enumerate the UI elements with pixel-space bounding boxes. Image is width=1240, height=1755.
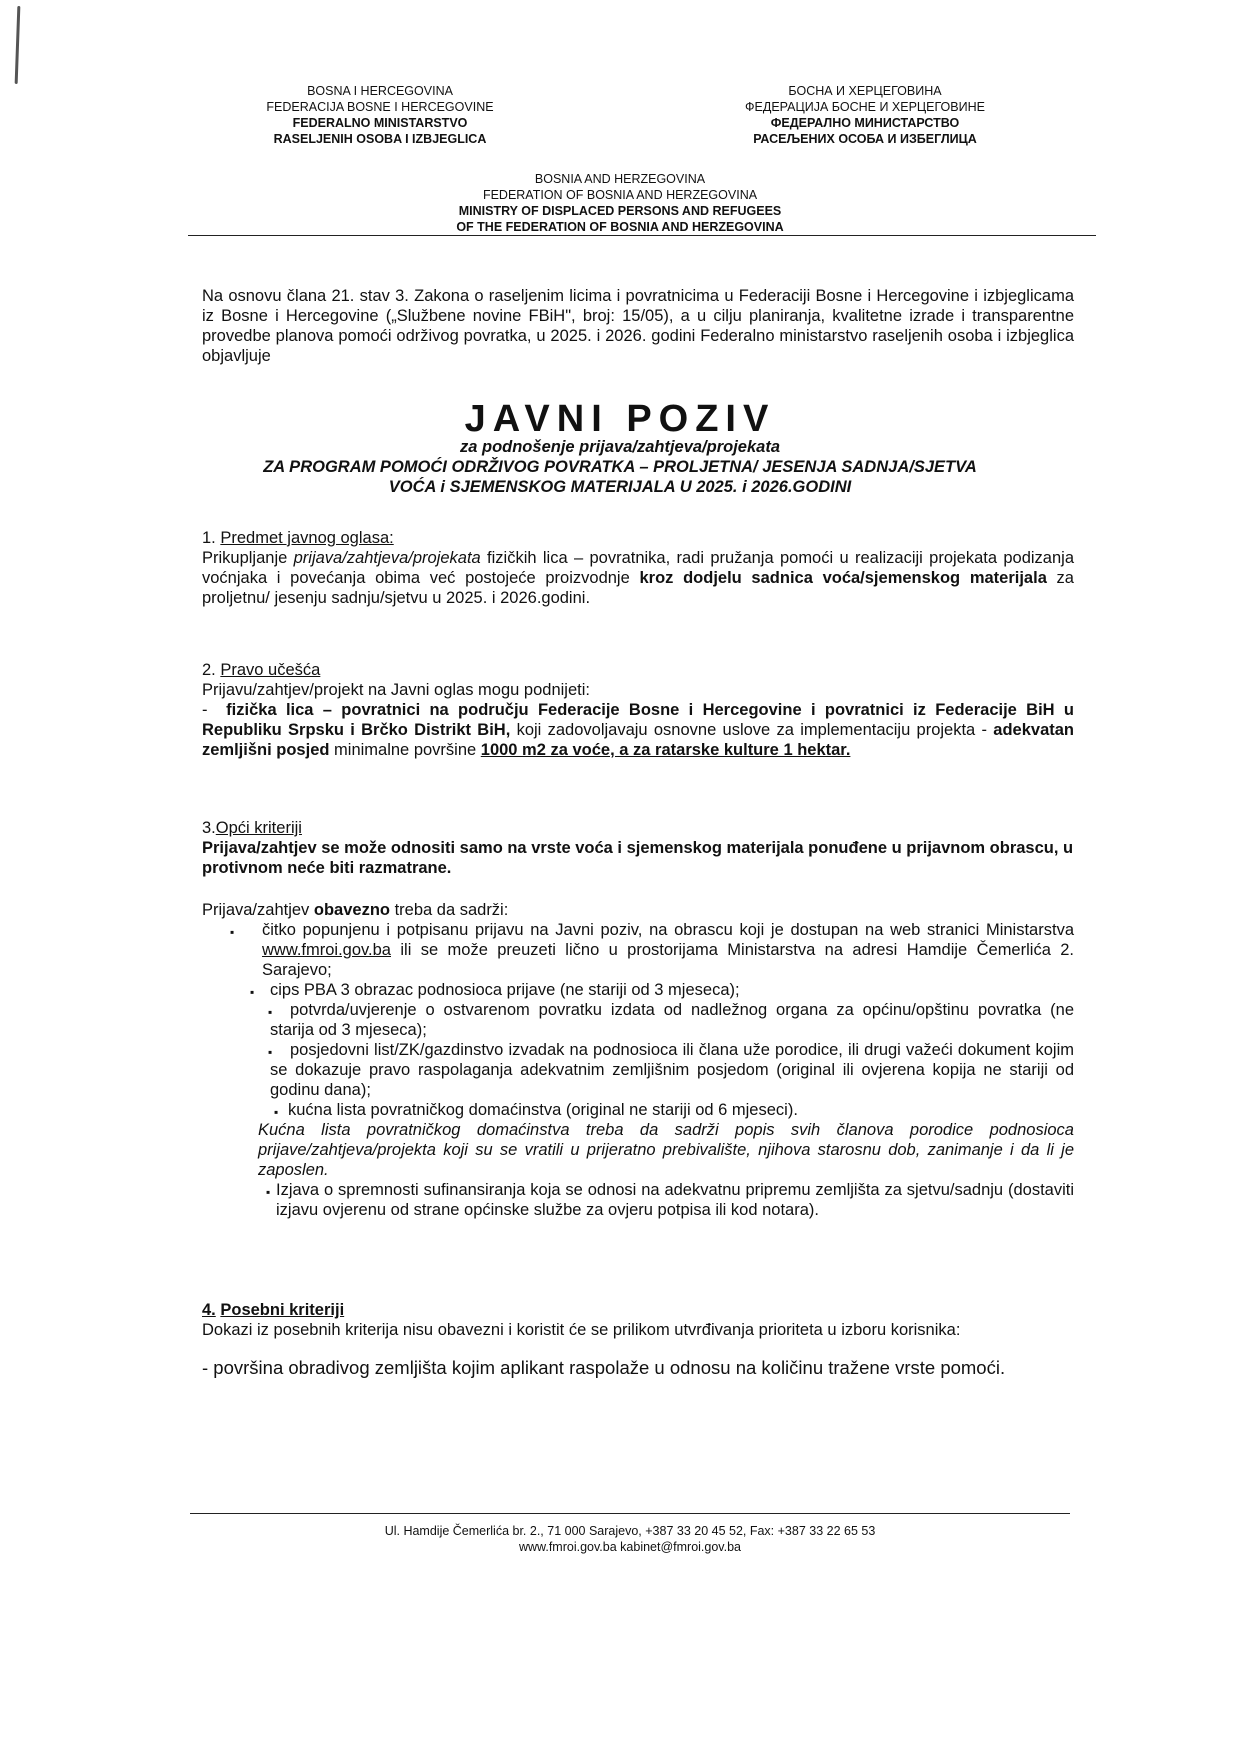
section-2 <box>202 660 1074 760</box>
section-title: Predmet javnog oglasa: <box>220 529 394 547</box>
text-run: obavezno <box>313 901 390 919</box>
header-line: РАСЕЉЕНИХ ОСОБА И ИЗБЕГЛИЦА <box>753 132 977 146</box>
subtitle-line: VOĆA i SJEMENSKOG MATERIJALA U 2025. i 2026.GODINI <box>388 478 852 496</box>
section-title: Posebni kriteriji <box>220 1301 345 1319</box>
section-number: 1. <box>202 529 216 547</box>
household-list-note: Kućna lista povratničkog domaćinstva treba da sadrži popis svih članova porodice podnosioca prijave/zahtjeva/projekta koji su se vratili u prijeratno prebivalište, njihova starosnu dob, zanimanje i da li je zaposlen. <box>258 1121 1074 1179</box>
header-line: ФЕДЕРАЛНО МИНИСТАРСТВО <box>770 116 960 130</box>
text-run: Izjava o spremnosti sufinansiranja koja se odnosi na adekvatnu pripremu zemljišta za sjetvu/sadnju (dostaviti izjavu ovjerenu od strane općinske službe za ovjeru potpisa ili kod notara). <box>276 1181 1074 1219</box>
dash-marker: - <box>202 701 208 719</box>
handwritten-margin-mark <box>15 6 21 84</box>
section-4-item: - površina obradivog zemljišta kojim aplikant raspolaže u odnosu na količinu tražene vrste pomoći. <box>202 1357 1006 1378</box>
text-run: minimalne površine <box>329 741 481 759</box>
list-item <box>202 1180 1074 1220</box>
text-run: čitko popunjenu i potpisanu prijavu na Javni poziv, na obrascu koji je dostupan na web stranici Ministarstva <box>262 921 1074 939</box>
header-line: BOSNA I HERCEGOVINA <box>307 84 453 98</box>
header-line: ФЕДЕРАЦИЈА БОСНЕ И ХЕРЦЕГОВИНЕ <box>745 100 985 114</box>
text-run: kroz dodjelu sadnica voća/sjemenskog materijala <box>639 569 1047 587</box>
footer-divider <box>190 1513 1070 1514</box>
bullet-icon: ▪ <box>268 1005 273 1019</box>
text-run: 1000 m2 za voće, a za ratarske kulture 1 hektar. <box>480 741 851 759</box>
section-1 <box>202 528 1074 608</box>
list-item <box>202 1100 1074 1120</box>
header-line: RASELJENIH OSOBA I IZBJEGLICA <box>273 132 487 146</box>
section-4-heading <box>202 1300 1074 1320</box>
header-line: FEDERACIJA BOSNE I HERCEGOVINE <box>266 100 494 114</box>
bullet-icon: ▪ <box>250 985 255 999</box>
section-2-intro: Prijavu/zahtjev/projekt na Javni oglas mogu podnijeti: <box>202 681 590 699</box>
section-number: 2. <box>202 661 216 679</box>
header-line: FEDERALNO MINISTARSTVO <box>292 116 468 130</box>
section-4 <box>202 1300 1074 1380</box>
text-run: posjedovni list/ZK/gazdinstvo izvadak na podnosioca ili člana uže porodice, ili drugi važeći dokument kojim se dokazuje pravo raspolaganja adekvatnim zemljišnim posjedom (original ili ovjerena kopija ne stariji od godinu dana); <box>270 1041 1074 1099</box>
text-run: Prijava/zahtjev <box>202 901 314 919</box>
website-link[interactable]: www.fmroi.gov.ba <box>262 941 391 959</box>
section-1-heading <box>202 528 1074 548</box>
header-english <box>390 171 850 235</box>
section-3 <box>202 818 1074 1220</box>
section-2-text <box>202 700 1074 760</box>
section-3-heading <box>202 818 1074 838</box>
header-bosnian <box>230 83 530 147</box>
text-run: fizičkih lica – povratnika, radi pružanja pomoći u realizaciji projekata podizanja voćnjaka i povećanja obima već postojeće proizvodnje <box>202 549 1074 587</box>
requirements-list-extra <box>202 1180 1074 1220</box>
list-item <box>202 1000 1074 1040</box>
section-number: 4. <box>202 1301 216 1319</box>
text-run: treba da sadrži: <box>390 901 509 919</box>
bullet-icon: ▪ <box>230 925 235 939</box>
section-4-text: Dokazi iz posebnih kriterija nisu obavezni i koristit će se prilikom utvrđivanja prioriteta u izboru korisnika: <box>202 1321 961 1339</box>
text-run: kućna lista povratničkog domaćinstva (original ne stariji od 6 mjeseci). <box>288 1101 798 1119</box>
bullet-icon: ▪ <box>268 1045 273 1059</box>
text-run: za proljetnu/ jesenju sadnju/sjetvu u 2025. i 2026.godini. <box>202 569 1074 607</box>
footer <box>190 1523 1070 1555</box>
header-line: MINISTRY OF DISPLACED PERSONS AND REFUGEES <box>458 204 782 218</box>
page-title: JAVNI POZIV <box>464 398 776 440</box>
section-number: 3. <box>202 819 216 837</box>
list-item <box>184 980 1074 1000</box>
section-2-heading <box>202 660 1074 680</box>
intro-paragraph <box>202 286 1074 366</box>
subtitle-line: ZA PROGRAM POMOĆI ODRŽIVOG POVRATKA – PROLJETNA/ JESENJA SADNJA/SJETVA <box>263 458 977 476</box>
footer-contacts: www.fmroi.gov.ba kabinet@fmroi.gov.ba <box>518 1540 742 1554</box>
list-item <box>188 920 1074 980</box>
section-title: Pravo učešća <box>220 661 321 679</box>
bullet-icon: ▪ <box>274 1105 279 1119</box>
section-3-must <box>202 900 1074 920</box>
footer-address: Ul. Hamdije Čemerlića br. 2., 71 000 Sarajevo, +387 33 20 45 52, Fax: +387 33 22 65 53 <box>384 1524 876 1538</box>
header-line: BOSNIA AND HERZEGOVINA <box>534 172 706 186</box>
section-3-bold-text: Prijava/zahtjev se može odnositi samo na vrste voća i sjemenskog materijala ponuđene u prijavnom obrascu, u protivnom neće biti razmatrane. <box>202 839 1074 877</box>
text-run: koji zadovoljavaju osnovne uslove za implementaciju projekta - <box>510 721 994 739</box>
text-run: adekvatan zemljišni posjed <box>202 721 1075 759</box>
intro-text: Na osnovu člana 21. stav 3. Zakona o raseljenim licima i povratnicima u Federaciji Bosne i Hercegovine i izbjeglicama iz Bosne i Hercegovine („Službene novine FBiH", broj: 15/05), a u cilju planiranja, kvalitetne izrade i transparentne provedbe planova pomoći održivog povratka, u 2025. i 2026. godini Federalno ministarstvo raseljenih osoba i izbjeglica objavljuje <box>202 287 1074 365</box>
header-line: OF THE FEDERATION OF BOSNIA AND HERZEGOVINA <box>456 220 784 234</box>
text-run: prijava/zahtjeva/projekata <box>293 549 481 567</box>
section-title: Opći kriteriji <box>215 819 302 837</box>
header-line: FEDERATION OF BOSNIA AND HERZEGOVINA <box>482 188 758 202</box>
list-item <box>202 1040 1074 1100</box>
requirements-list <box>202 920 1074 1120</box>
text-run: cips PBA 3 obrazac podnosioca prijave (ne stariji od 3 mjeseca); <box>270 981 740 999</box>
section-1-text <box>202 548 1074 608</box>
header-divider <box>188 235 1096 236</box>
bullet-icon: ▪ <box>266 1185 271 1199</box>
subtitle <box>190 437 1050 497</box>
text-run: fizička lica – povratnici na području Federacije Bosne i Hercegovine i povratnici iz Federacije BiH u Republiku Srpsku i Brčko Distrikt BiH, <box>202 701 1074 739</box>
header-cyrillic <box>710 83 1020 147</box>
text-run: potvrda/uvjerenje o ostvarenom povratku izdata od nadležnog organa za općinu/opštinu povratka (ne starija od 3 mjeseca); <box>270 1001 1074 1039</box>
text-run: Prikupljanje <box>202 549 294 567</box>
header-line: БОСНА И ХЕРЦЕГОВИНА <box>788 84 942 98</box>
text-run: ili se može preuzeti lično u prostorijama Ministarstva na adresi Hamdije Čemerlića 2. Sarajevo; <box>262 941 1074 979</box>
subtitle-line: za podnošenje prijava/zahtjeva/projekata <box>459 438 781 456</box>
